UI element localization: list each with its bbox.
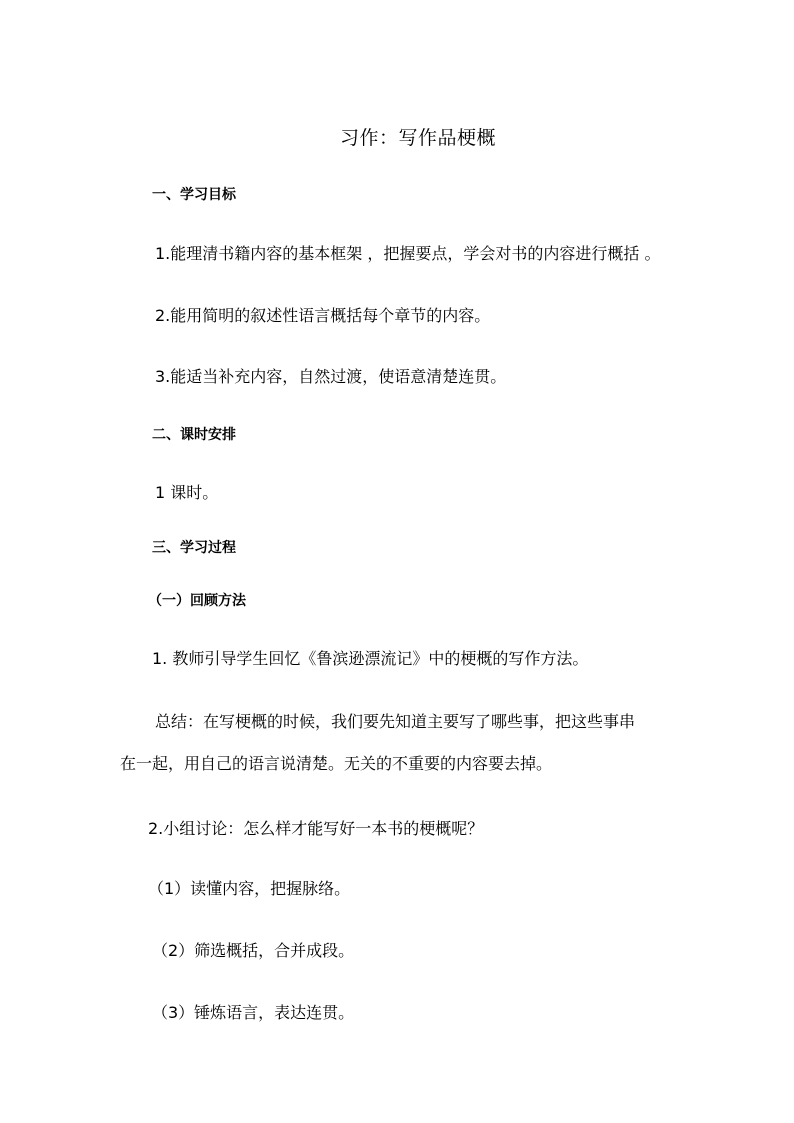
summary-line-1: 总结：在写梗概的时候，我们要先知道主要写了哪些事，把这些事串 [155, 712, 636, 731]
goal-item-2: 2.能用简明的叙述性语言概括每个章节的内容。 [155, 306, 491, 325]
subsection-heading-review: （一）回顾方法 [148, 593, 246, 609]
section-heading-process: 三、学习过程 [152, 540, 236, 556]
process-item-1: 1. 教师引导学生回忆《鲁滨逊漂流记》中的梗概的写作方法。 [152, 649, 589, 668]
goal-item-3: 3.能适当补充内容，自然过渡，使语意清楚连贯。 [155, 367, 507, 386]
section-heading-goals: 一、学习目标 [152, 187, 236, 203]
goal-item-1: 1.能理清书籍内容的基本框架 ，把握要点，学会对书的内容进行概括 。 [155, 244, 661, 263]
step-item-2: （2）筛选概括，合并成段。 [152, 941, 355, 960]
document-title: 习作：写作品梗概 [340, 127, 497, 149]
step-item-1: （1）读懂内容，把握脉络。 [148, 879, 351, 898]
schedule-text: 1 课时。 [155, 483, 219, 502]
summary-line-2: 在一起，用自己的语言说清楚。无关的不重要的内容要去掉。 [120, 754, 553, 773]
step-item-3: （3）锤炼语言，表达连贯。 [152, 1003, 355, 1022]
section-heading-schedule: 二、课时安排 [152, 427, 236, 443]
process-item-2: 2.小组讨论：怎么样才能写好一本书的梗概呢？ [148, 819, 484, 838]
